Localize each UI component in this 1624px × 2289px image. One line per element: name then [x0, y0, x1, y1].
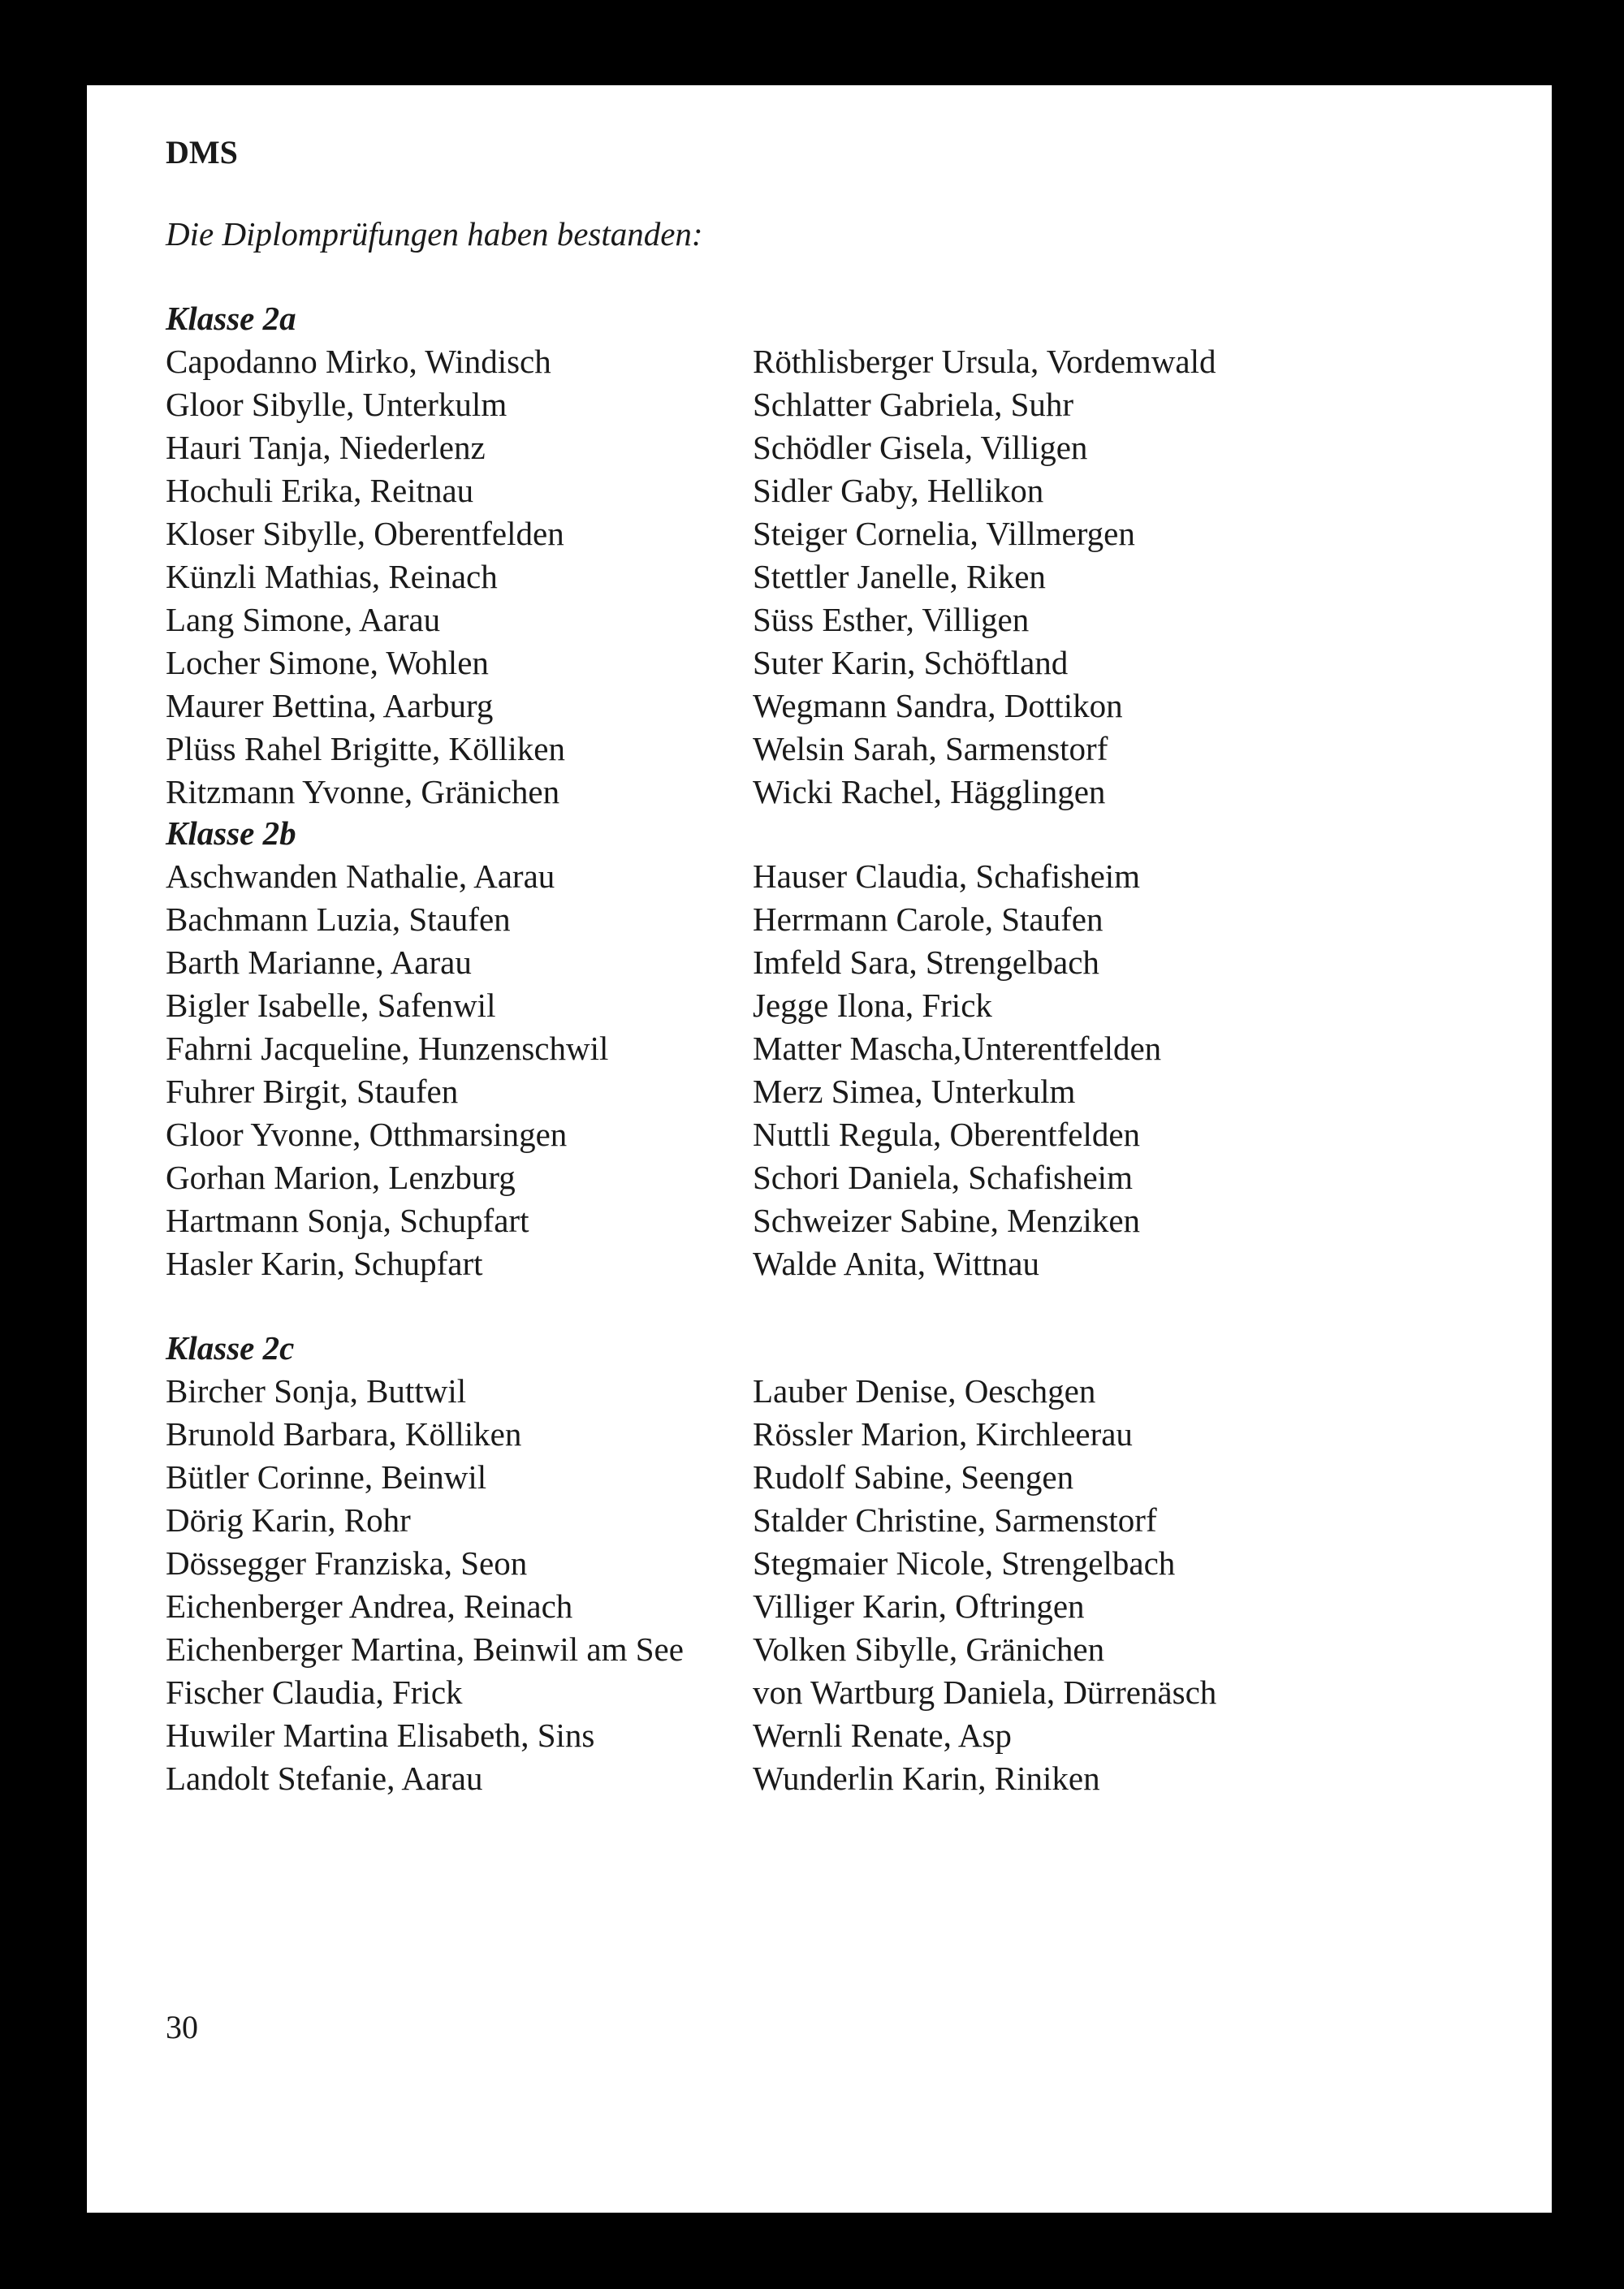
list-item: Villiger Karin, Oftringen	[753, 1587, 1085, 1625]
list-item: Walde Anita, Wittnau	[753, 1245, 1039, 1282]
list-item: Lauber Denise, Oeschgen	[753, 1372, 1096, 1410]
list-item: Aschwanden Nathalie, Aarau	[166, 857, 555, 895]
list-item: von Wartburg Daniela, Dürrenäsch	[753, 1674, 1217, 1711]
list-item: Schori Daniela, Schafisheim	[753, 1159, 1133, 1196]
name-list-right	[753, 1370, 1216, 1800]
list-item: Imfeld Sara, Strengelbach	[753, 944, 1099, 981]
name-list-right	[753, 340, 1216, 814]
list-item: Röthlisberger Ursula, Vordemwald	[753, 343, 1216, 380]
list-item: Jegge Ilona, Frick	[753, 987, 992, 1024]
name-list-right	[753, 855, 1161, 1285]
list-item: Dörig Karin, Rohr	[166, 1501, 411, 1539]
list-item: Schödler Gisela, Villigen	[753, 429, 1088, 466]
list-item: Sidler Gaby, Hellikon	[753, 472, 1044, 509]
page-heading: DMS	[166, 134, 238, 171]
list-item: Künzli Mathias, Reinach	[166, 558, 498, 595]
list-item: Suter Karin, Schöftland	[753, 644, 1069, 681]
list-item: Eichenberger Andrea, Reinach	[166, 1587, 573, 1625]
name-list-left	[166, 1370, 684, 1800]
list-item: Huwiler Martina Elisabeth, Sins	[166, 1717, 595, 1754]
class-section-2c	[166, 1327, 1400, 1800]
class-section-2b	[166, 812, 1400, 1285]
list-item: Steiger Cornelia, Villmergen	[753, 515, 1135, 552]
list-item: Gloor Sibylle, Unterkulm	[166, 386, 508, 423]
list-item: Schweizer Sabine, Menziken	[753, 1202, 1141, 1239]
list-item: Capodanno Mirko, Windisch	[166, 343, 551, 380]
list-item: Welsin Sarah, Sarmenstorf	[753, 730, 1108, 767]
list-item: Kloser Sibylle, Oberentfelden	[166, 515, 564, 552]
list-item: Bütler Corinne, Beinwil	[166, 1458, 487, 1496]
list-item: Stalder Christine, Sarmenstorf	[753, 1501, 1157, 1539]
page-number: 30	[166, 2009, 198, 2045]
list-item: Fischer Claudia, Frick	[166, 1674, 463, 1711]
list-item: Bircher Sonja, Buttwil	[166, 1372, 467, 1410]
list-item: Barth Marianne, Aarau	[166, 944, 472, 981]
list-item: Bigler Isabelle, Safenwil	[166, 987, 496, 1024]
name-columns	[166, 1370, 1400, 1800]
list-item: Lang Simone, Aarau	[166, 601, 441, 638]
list-item: Locher Simone, Wohlen	[166, 644, 489, 681]
list-item: Hauri Tanja, Niederlenz	[166, 429, 486, 466]
name-list-left	[166, 855, 608, 1285]
list-item: Herrmann Carole, Staufen	[753, 900, 1104, 938]
list-item: Maurer Bettina, Aarburg	[166, 687, 494, 724]
list-item: Landolt Stefanie, Aarau	[166, 1760, 483, 1797]
list-item: Rössler Marion, Kirchleerau	[753, 1415, 1133, 1453]
name-list-left	[166, 340, 565, 814]
name-columns	[166, 340, 1400, 810]
class-title: Klasse 2a	[166, 300, 296, 337]
list-item: Stettler Janelle, Riken	[753, 558, 1046, 595]
list-item: Ritzmann Yvonne, Gränichen	[166, 773, 560, 810]
class-title: Klasse 2c	[166, 1329, 295, 1367]
intro-text: Die Diplomprüfungen haben bestanden:	[166, 215, 703, 253]
class-title: Klasse 2b	[166, 814, 296, 852]
list-item: Hauser Claudia, Schafisheim	[753, 857, 1141, 895]
list-item: Schlatter Gabriela, Suhr	[753, 386, 1074, 423]
list-item: Stegmaier Nicole, Strengelbach	[753, 1544, 1176, 1582]
list-item: Fahrni Jacqueline, Hunzenschwil	[166, 1030, 609, 1067]
list-item: Matter Mascha,Unterentfelden	[753, 1030, 1162, 1067]
list-item: Bachmann Luzia, Staufen	[166, 900, 511, 938]
list-item: Merz Simea, Unterkulm	[753, 1073, 1076, 1110]
list-item: Fuhrer Birgit, Staufen	[166, 1073, 459, 1110]
list-item: Brunold Barbara, Kölliken	[166, 1415, 522, 1453]
list-item: Wunderlin Karin, Riniken	[753, 1760, 1100, 1797]
list-item: Hartmann Sonja, Schupfart	[166, 1202, 529, 1239]
list-item: Gloor Yvonne, Otthmarsingen	[166, 1116, 568, 1153]
list-item: Dössegger Franziska, Seon	[166, 1544, 528, 1582]
list-item: Wegmann Sandra, Dottikon	[753, 687, 1123, 724]
class-section-2a	[166, 297, 1400, 810]
list-item: Hochuli Erika, Reitnau	[166, 472, 474, 509]
list-item: Wernli Renate, Asp	[753, 1717, 1012, 1754]
list-item: Plüss Rahel Brigitte, Kölliken	[166, 730, 565, 767]
list-item: Volken Sibylle, Gränichen	[753, 1630, 1105, 1668]
list-item: Süss Esther, Villigen	[753, 601, 1030, 638]
list-item: Hasler Karin, Schupfart	[166, 1245, 483, 1282]
list-item: Gorhan Marion, Lenzburg	[166, 1159, 516, 1196]
name-columns	[166, 855, 1400, 1285]
list-item: Eichenberger Martina, Beinwil am See	[166, 1630, 684, 1668]
list-item: Wicki Rachel, Hägglingen	[753, 773, 1106, 810]
list-item: Rudolf Sabine, Seengen	[753, 1458, 1074, 1496]
list-item: Nuttli Regula, Oberentfelden	[753, 1116, 1141, 1153]
